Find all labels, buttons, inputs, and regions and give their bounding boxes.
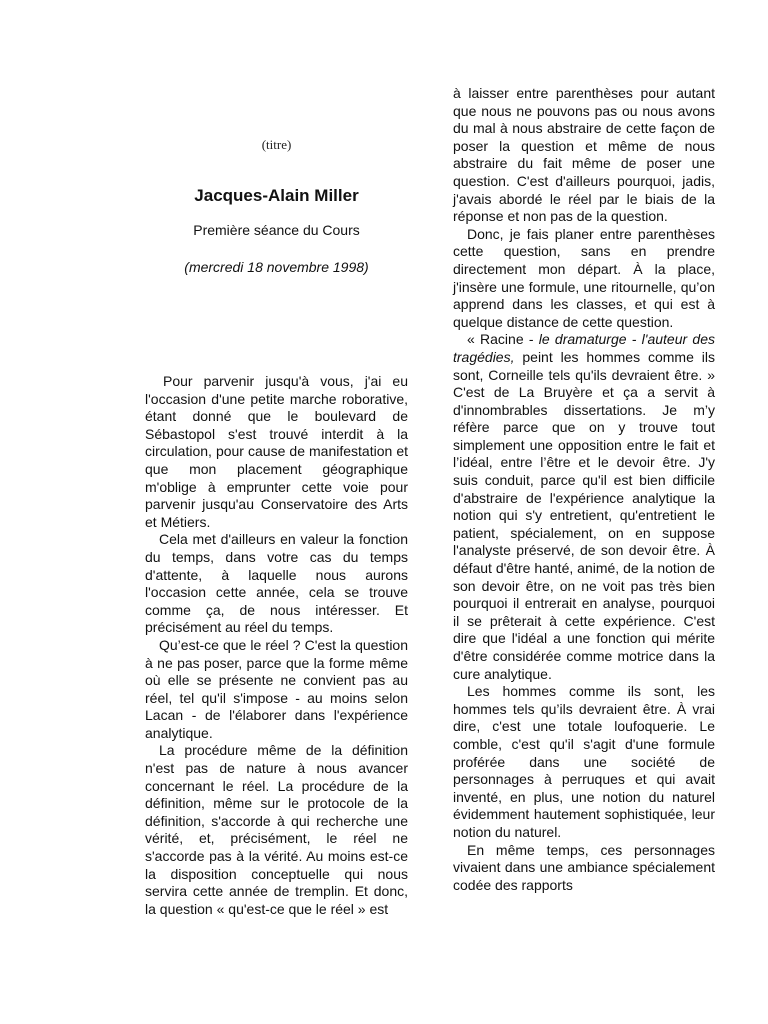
right-column xyxy=(453,85,715,894)
paragraph: Les hommes comme ils sont, les hommes tels qu’ils devraient être. À vrai dire, c'est une totale loufoquerie. Le comble, c'est qu'il s'agit d'une formule proférée dans une société de personnages à perruques et qui avait inventé, en plus, une notion du naturel évidemment hautement sophistiquée, leur notion du naturel. xyxy=(453,683,715,840)
paragraph: Qu’est-ce que le réel ? C'est la question à ne pas poser, parce que la forme même où elle se présente ne convient pas au réel, tel qu'il s'impose - au moins selon Lacan - de l'élaborer dans l'expérience analytique. xyxy=(145,636,408,741)
paragraph: Donc, je fais planer entre parenthèses cette question, sans en prendre directement mon départ. À la place, j'insère une formule, une ritournelle, qu’on apprend dans les classes, et qui est à quelque distance de cette question. xyxy=(453,225,715,330)
left-body xyxy=(145,373,408,918)
paragraph: Pour parvenir jusqu'à vous, j'ai eu l'occasion d'une petite marche roborative, étant donné que le boulevard de Sébastopol s'est trouvé interdit à la circulation, pour cause de manifestation et que mon placement géographique m'oblige à emprunter cette voie pour parvenir jusqu'au Conservatoire des Arts et Métiers. xyxy=(145,373,408,530)
author-name: Jacques-Alain Miller xyxy=(194,186,359,205)
paragraph: Cela met d'ailleurs en valeur la fonction du temps, dans votre cas du temps d'attente, à laquelle nous aurons l'occasion cette année, cela se trouve comme ça, de nous intéresser. Et précisément au réel du temps. xyxy=(145,531,408,636)
paragraph-continuation: à laisser entre parenthèses pour autant que nous ne pouvons pas ou nous avons du mal à nous abstraire de cette façon de poser la question et même de nous abstraire du fait même de poser une question. C'est d'ailleurs pourquoi, jadis, j'avais abordé le réel par le biais de la réponse et non pas de la question. xyxy=(453,85,715,225)
paragraph: La procédure même de la définition n'est pas de nature à nous avancer concernant le réel. La procédure de la définition, même sur le protocole de la définition, s'accorde à qui recherche une vérité, et, précisément, le réel ne s'accorde pas à la vérité. Au moins est-ce la disposition conceptuelle qui nous servira cette année de tremplin. Et donc, la question « qu'est-ce que le réel » est xyxy=(145,742,408,917)
quote-rest: peint les hommes comme ils sont, Corneille tels qu'ils devraient être. » C'est de La Bruyère et ça a servit à d'innombrables dissertations. Je m’y réfère parce que on y trouve tout simplement une opposition entre le fait et l’idéal, entre l’être et le devoir être. J'y suis conduit, parce qu'il est bien difficile d'abstraire de l'expérience analytique la notion qui s'y entretient, qu'entretient le patient, spécialement, on en suppose l'analyste préservé, de son devoir être. À défaut d'être hanté, animé, de la notion de son devoir être, on ne voit pas très bien pourquoi il entrerait en analyse, pourquoi il se prêterait à cette expérience. C'est dire que l'idéal a une fonction qui mérite d'être considérée comme motrice dans la cure analytique. xyxy=(453,348,715,682)
paragraph-quote xyxy=(453,331,715,683)
session-subtitle: Première séance du Cours xyxy=(193,222,360,238)
title-label: (titre) xyxy=(261,137,292,152)
paragraph: En même temps, ces personnages vivaient dans une ambiance spécialement codée des rapports xyxy=(453,841,715,893)
quote-italic: le dramaturge - l'auteur des tragédies, xyxy=(453,331,715,365)
quote-open: « Racine - xyxy=(467,331,539,348)
session-date: (mercredi 18 novembre 1998) xyxy=(184,259,369,275)
